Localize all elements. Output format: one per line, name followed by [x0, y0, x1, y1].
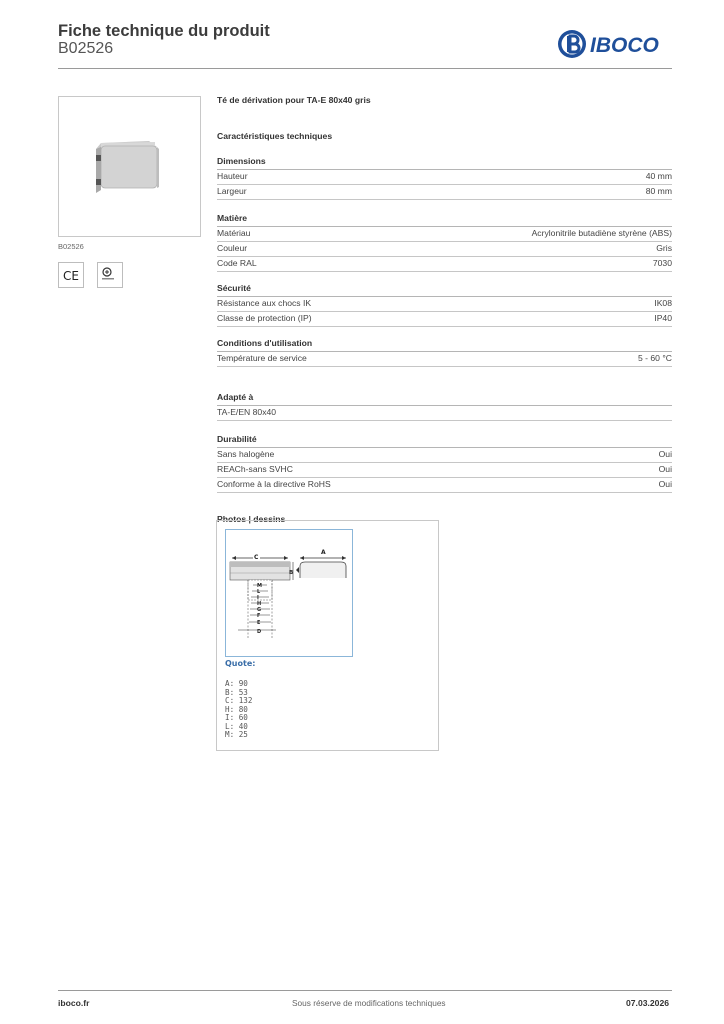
- quote-title: Quote:: [225, 659, 256, 668]
- spec-row: REACh-sans SVHC Oui: [217, 463, 672, 478]
- spec-row: Sans halogène Oui: [217, 448, 672, 463]
- dim-label-i: I: [257, 595, 259, 601]
- product-image: [58, 96, 201, 237]
- spec-row: Classe de protection (IP) IP40: [217, 312, 672, 327]
- dim-label-d: D: [257, 629, 262, 635]
- quote-item: C: 132: [225, 696, 253, 705]
- spec-content: [217, 93, 672, 526]
- dim-label-m: M: [257, 583, 262, 589]
- spec-row: Conforme à la directive RoHS Oui: [217, 478, 672, 493]
- spec-row: Résistance aux chocs IK IK08: [217, 297, 672, 312]
- characteristics-heading: Caractéristiques techniques: [217, 131, 333, 141]
- spec-row: Hauteur 40 mm: [217, 170, 672, 185]
- header-divider: [58, 68, 672, 69]
- section-durabilite-title: Durabilité: [217, 433, 672, 448]
- logo-text: IBOCO: [590, 34, 659, 57]
- dim-label-a: A: [321, 549, 326, 556]
- spec-row: Code RAL 7030: [217, 257, 672, 272]
- quote-item: I: 60: [225, 713, 248, 722]
- section-dimensions-title: Dimensions: [217, 155, 672, 170]
- spec-row: TA-E/EN 80x40: [217, 406, 672, 421]
- footer-divider: [58, 990, 672, 991]
- dimension-drawing: [225, 529, 353, 657]
- page-title: Fiche technique du produit: [58, 22, 270, 40]
- quality-mark-icon: [97, 262, 123, 288]
- spec-row: Couleur Gris: [217, 242, 672, 257]
- dim-label-f: F: [257, 613, 261, 619]
- section-conditions-title: Conditions d'utilisation: [217, 337, 672, 352]
- svg-text:CE: CE: [63, 269, 79, 283]
- photos-heading: Photos | dessins: [217, 514, 286, 524]
- section-securite-title: Sécurité: [217, 282, 672, 297]
- quote-item: L: 40: [225, 721, 248, 731]
- footer-note: Sous réserve de modifications techniques: [292, 998, 446, 1008]
- iboco-logo: [556, 26, 674, 62]
- section-adapte-title: Adapté à: [217, 391, 672, 406]
- section-matiere-title: Matière: [217, 212, 672, 227]
- dim-label-g: G: [257, 607, 262, 613]
- quote-item: B: 53: [225, 687, 248, 697]
- product-code-heading: B02526: [58, 40, 114, 57]
- quote-item: H: 80: [225, 704, 248, 714]
- dim-label-b: B: [289, 570, 294, 576]
- dim-label-h: H: [257, 601, 262, 607]
- footer-site-link[interactable]: iboco.fr: [58, 998, 90, 1008]
- dim-label-l: L: [257, 589, 261, 595]
- ce-mark-icon: [58, 262, 84, 288]
- spec-row: Matériau Acrylonitrile butadiène styrène (ABS): [217, 227, 672, 242]
- quote-item: A: 90: [225, 679, 248, 688]
- footer-date: 07.03.2026: [626, 998, 670, 1008]
- technical-drawing-panel: [216, 520, 439, 751]
- spec-row: Température de service 5 - 60 °C: [217, 352, 672, 367]
- spec-row: Largeur 80 mm: [217, 185, 672, 200]
- dim-label-c: C: [254, 554, 259, 561]
- quote-list: [225, 680, 252, 740]
- product-name: Té de dérivation pour TA-E 80x40 gris: [217, 95, 371, 105]
- product-code-caption: B02526: [58, 242, 84, 251]
- dim-label-e: E: [257, 620, 261, 626]
- quote-item: M: 25: [225, 730, 248, 739]
